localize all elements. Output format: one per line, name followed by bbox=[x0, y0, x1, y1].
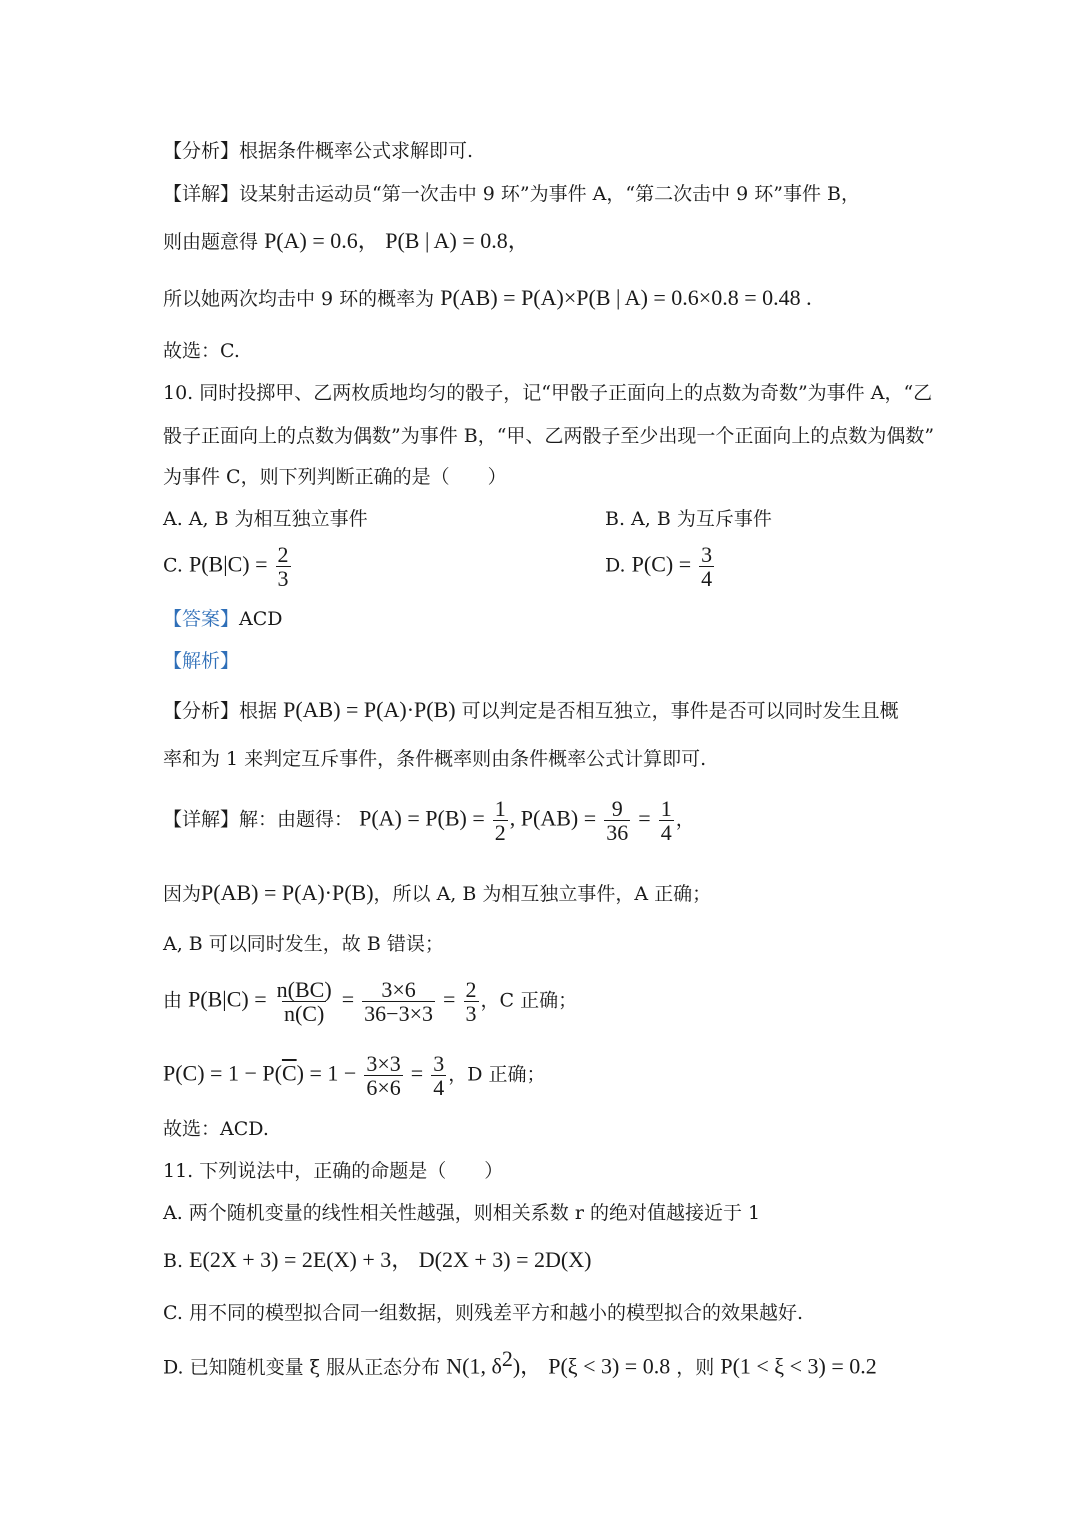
q10-stem-line1: 10. 同时投掷甲、乙两枚质地均匀的骰子，记“甲骰子正面向上的点数为奇数”为事件 A，“乙 bbox=[163, 382, 933, 404]
q11-option-c: C. 用不同的模型拟合同一组数据，则残差平方和越小的模型拟合的效果越好. bbox=[163, 1302, 803, 1324]
q10-analysis-line1: 【分析】根据 P(AB) = P(A)·P(B) 可以判定是否相互独立，事件是否可以同时发生且概 bbox=[163, 697, 899, 722]
fraction: $\frac{1}{2}$ bbox=[494, 796, 506, 846]
detail-text: 设某射击运动员“第一次击中 9 环”为事件 A，“第二次击中 9 环”事件 B， bbox=[239, 183, 860, 205]
answer-value: ACD bbox=[239, 608, 283, 630]
q9-choice: 故选：C. bbox=[163, 340, 240, 362]
q10-option-a: A. A, B 为相互独立事件 bbox=[163, 508, 368, 530]
analysis-tag: 【分析】 bbox=[163, 140, 240, 162]
formula: P(A) = 0.6， P(B | A) = 0.8， bbox=[264, 228, 530, 253]
c-bar: $\overline{C}$ bbox=[281, 1060, 297, 1086]
q10-detail-line2: 因为P(AB) = P(A)·P(B)，所以 A, B 为相互独立事件，A 正确； bbox=[163, 880, 712, 905]
q10-option-c: C. P(B|C) = $\frac{2}{3}$ bbox=[163, 542, 289, 592]
formula: P(AB) = P(A)×P(B | A) = 0.6×0.8 = 0.48 . bbox=[440, 285, 812, 310]
q10-stem-line2: 骰子正面向上的点数为偶数”为事件 B，“甲、乙两骰子至少出现一个正面向上的点数为偶数” bbox=[163, 425, 935, 447]
q9-detail-line3: 所以她两次均击中 9 环的概率为 P(AB) = P(A)×P(B | A) = 0.6×0.8 = 0.48 . bbox=[163, 285, 812, 310]
q10-detail-line5: $P(C) = 1 - P(\overline{C}) = 1$ − $\frac{3\times 3}{6\times 6}$ = $\frac{3}{4}$ ，D 正确； bbox=[163, 1051, 546, 1101]
q9-analysis bbox=[163, 140, 473, 163]
fraction: $\frac{1}{4}$ bbox=[660, 796, 672, 846]
detail-tag: 【详解】 bbox=[163, 183, 240, 205]
q9-detail bbox=[163, 183, 860, 206]
q11-option-a: A. 两个随机变量的线性相关性越强，则相关系数 r 的绝对值越接近于 1 bbox=[163, 1202, 761, 1224]
q11-stem: 11. 下列说法中，正确的命题是（ ） bbox=[163, 1160, 504, 1182]
q10-stem-line3: 为事件 C，则下列判断正确的是（ ） bbox=[163, 466, 507, 488]
q10-detail-line3: A, B 可以同时发生，故 B 错误； bbox=[163, 933, 444, 955]
q10-option-d: D. P(C) = $\frac{3}{4}$ bbox=[605, 542, 713, 592]
formula: P(AB) = P(A)·P(B) bbox=[201, 880, 374, 905]
formula: P(ξ < 3) = 0.8 bbox=[548, 1353, 671, 1379]
q10-option-b: B. A, B 为互斥事件 bbox=[605, 508, 772, 530]
fraction: $\frac{3}{4}$ bbox=[433, 1051, 445, 1101]
analysis-text: 根据条件概率公式求解即可. bbox=[239, 140, 474, 162]
fraction: $\frac{n(BC)}{n(C)}$ bbox=[276, 977, 332, 1027]
q10-detail-line1: 【详解】解：由题得： P(A) = P(B) = $\frac{1}{2}$ , P(AB) = $\frac{9}{36}$ = $\frac{1}{4}$ ， bbox=[163, 796, 695, 846]
q10-explain-tag: 【解析】 bbox=[163, 650, 240, 672]
formula: E(2X + 3) = 2E(X) + 3， D(2X + 3) = 2D(X) bbox=[189, 1247, 592, 1272]
fraction: $\frac{2}{3}$ bbox=[465, 977, 477, 1027]
formula: P(1 < ξ < 3) = 0.2 bbox=[720, 1353, 877, 1379]
formula: P(AB) = P(A)·P(B) bbox=[283, 697, 456, 722]
q9-detail-line2: 则由题意得 P(A) = 0.6， P(B | A) = 0.8， bbox=[163, 228, 530, 253]
q10-answer bbox=[163, 608, 283, 631]
fraction: $\frac{3\times 6}{36-3\times 3}$ bbox=[364, 977, 433, 1027]
q11-option-d: D. 已知随机变量 ξ 服从正态分布 N(1, $\delta^2$)， P(ξ < 3) = 0.8 ，则 P(1 < ξ < 3) = 0.2 bbox=[163, 1346, 877, 1379]
fraction: $\frac{3\times 3}{6\times 6}$ bbox=[366, 1051, 401, 1101]
fraction: $\frac{3}{4}$ bbox=[701, 542, 713, 592]
q10-detail-line4: 由 P(B|C) = $\frac{n(BC)}{n(C)}$ = $\frac{3\times 6}{36-3\times 3}$ = $\frac{2}{3}$ ，C 正确； bbox=[163, 977, 578, 1027]
answer-tag: 【答案】 bbox=[163, 608, 240, 630]
q10-choice: 故选：ACD. bbox=[163, 1118, 269, 1140]
q10-analysis-line2: 率和为 1 来判定互斥事件，条件概率则由条件概率公式计算即可. bbox=[163, 748, 707, 770]
q11-option-b: B. E(2X + 3) = 2E(X) + 3， D(2X + 3) = 2D(X) bbox=[163, 1247, 592, 1272]
fraction: $\frac{2}{3}$ bbox=[277, 542, 289, 592]
fraction: $\frac{9}{36}$ bbox=[606, 796, 629, 846]
